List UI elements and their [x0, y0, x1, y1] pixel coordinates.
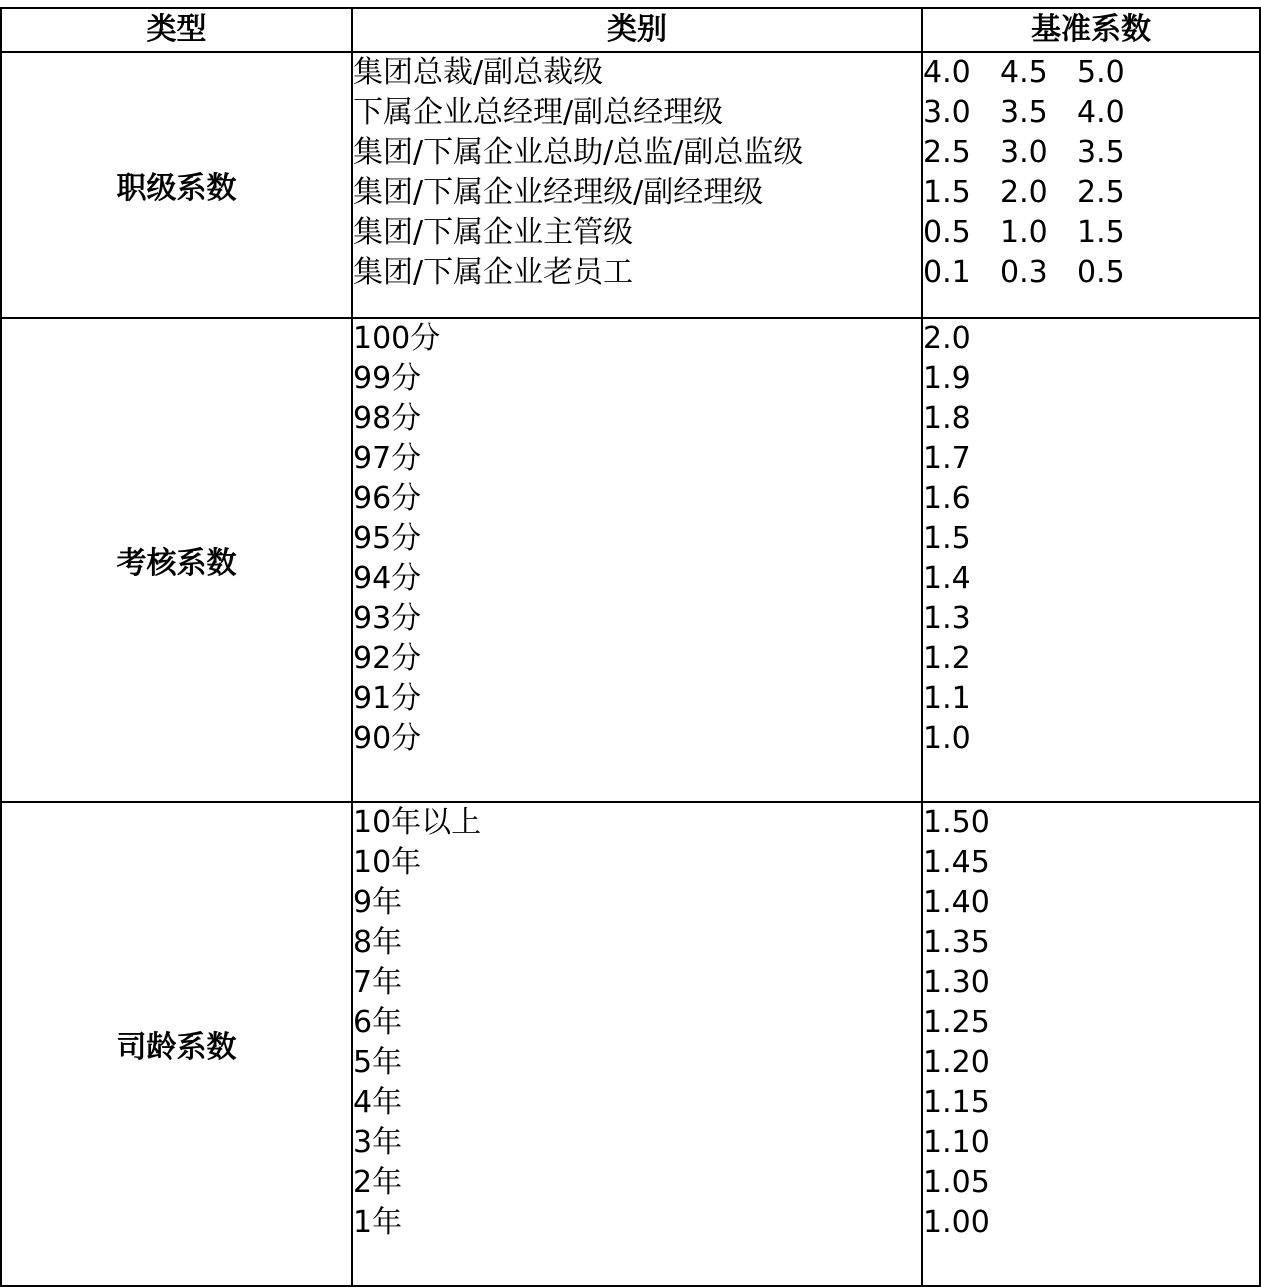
- category-list: [352, 52, 922, 318]
- section-type-label: 司龄系数: [1, 802, 352, 1286]
- category-item: 5年: [353, 1045, 403, 1080]
- category-item: 98分: [353, 401, 422, 436]
- coefficient-item: 1.30: [923, 965, 990, 1000]
- coefficient-item: 1.3: [923, 601, 971, 636]
- coefficient-item: 1.40: [923, 885, 990, 920]
- coefficient-item: 1.7: [923, 441, 971, 476]
- coefficient-item: 1.6: [923, 481, 971, 516]
- coefficient-mid: 4.5: [1000, 55, 1048, 90]
- category-item: 集团/下属企业主管级: [353, 215, 634, 250]
- coefficient-low: 3.0: [923, 95, 971, 130]
- category-item: 93分: [353, 601, 422, 636]
- coefficient-item: 1.25: [923, 1005, 990, 1040]
- coefficient-item: 1.15: [923, 1085, 990, 1120]
- coefficient-item: 1.35: [923, 925, 990, 960]
- category-item: 集团总裁/副总裁级: [353, 55, 604, 90]
- coefficient-list: [922, 52, 1260, 318]
- category-item: 94分: [353, 561, 422, 596]
- coefficient-item: [923, 173, 1259, 213]
- category-item: 集团/下属企业老员工: [353, 255, 634, 290]
- coefficient-mid: 1.0: [1000, 215, 1048, 250]
- header-type: 类型: [1, 8, 352, 52]
- category-item: 2年: [353, 1165, 403, 1200]
- coefficient-low: 0.5: [923, 215, 971, 250]
- coefficient-table: [0, 7, 1261, 1287]
- coefficient-high: 2.5: [1077, 175, 1125, 210]
- category-item: 8年: [353, 925, 403, 960]
- coefficient-item: 2.0: [923, 321, 971, 356]
- coefficient-high: 0.5: [1077, 255, 1125, 290]
- coefficient-low: 2.5: [923, 135, 971, 170]
- category-item: 99分: [353, 361, 422, 396]
- coefficient-item: 1.5: [923, 521, 971, 556]
- category-item: 9年: [353, 885, 403, 920]
- section-tenure-row: [1, 802, 1260, 1286]
- category-item: 6年: [353, 1005, 403, 1040]
- coefficient-item: [923, 253, 1259, 293]
- category-item: 90分: [353, 721, 422, 756]
- category-item: 3年: [353, 1125, 403, 1160]
- coefficient-low: 0.1: [923, 255, 971, 290]
- coefficient-item: 1.4: [923, 561, 971, 596]
- coefficient-item: [923, 53, 1259, 93]
- coefficient-item: 1.45: [923, 845, 990, 880]
- coefficient-item: 1.8: [923, 401, 971, 436]
- coefficient-item: 1.05: [923, 1165, 990, 1200]
- coefficient-list: [922, 318, 1260, 802]
- coefficient-high: 5.0: [1077, 55, 1125, 90]
- section-type-label: 考核系数: [1, 318, 352, 802]
- coefficient-item: 1.1: [923, 681, 971, 716]
- coefficient-low: 4.0: [923, 55, 971, 90]
- category-item: 92分: [353, 641, 422, 676]
- category-item: 10年以上: [353, 805, 482, 840]
- table-header-row: [1, 8, 1260, 52]
- coefficient-item: 1.50: [923, 805, 990, 840]
- category-item: 4年: [353, 1085, 403, 1120]
- category-item: 下属企业总经理/副总经理级: [353, 95, 724, 130]
- header-coefficient: 基准系数: [922, 8, 1260, 52]
- coefficient-mid: 2.0: [1000, 175, 1048, 210]
- coefficient-high: 1.5: [1077, 215, 1125, 250]
- category-item: 95分: [353, 521, 422, 556]
- coefficient-item: [923, 213, 1259, 253]
- category-item: 10年: [353, 845, 422, 880]
- category-list: [352, 802, 922, 1286]
- coefficient-item: 1.2: [923, 641, 971, 676]
- category-item: 集团/下属企业总助/总监/副总监级: [353, 135, 804, 170]
- header-category: 类别: [352, 8, 922, 52]
- category-list: [352, 318, 922, 802]
- coefficient-mid: 3.0: [1000, 135, 1048, 170]
- coefficient-item: 1.20: [923, 1045, 990, 1080]
- coefficient-high: 4.0: [1077, 95, 1125, 130]
- category-item: 100分: [353, 321, 441, 356]
- coefficient-item: 1.00: [923, 1205, 990, 1240]
- coefficient-list: [922, 802, 1260, 1286]
- coefficient-item: [923, 133, 1259, 173]
- category-item: 96分: [353, 481, 422, 516]
- coefficient-item: [923, 93, 1259, 133]
- category-item: 97分: [353, 441, 422, 476]
- section-type-label: 职级系数: [1, 52, 352, 318]
- coefficient-item: 1.0: [923, 721, 971, 756]
- category-item: 91分: [353, 681, 422, 716]
- section-evaluation-row: [1, 318, 1260, 802]
- coefficient-low: 1.5: [923, 175, 971, 210]
- coefficient-item: 1.10: [923, 1125, 990, 1160]
- coefficient-mid: 0.3: [1000, 255, 1048, 290]
- section-rank-row: [1, 52, 1260, 318]
- category-item: 1年: [353, 1205, 403, 1240]
- category-item: 7年: [353, 965, 403, 1000]
- category-item: 集团/下属企业经理级/副经理级: [353, 175, 764, 210]
- coefficient-item: 1.9: [923, 361, 971, 396]
- coefficient-high: 3.5: [1077, 135, 1125, 170]
- coefficient-mid: 3.5: [1000, 95, 1048, 130]
